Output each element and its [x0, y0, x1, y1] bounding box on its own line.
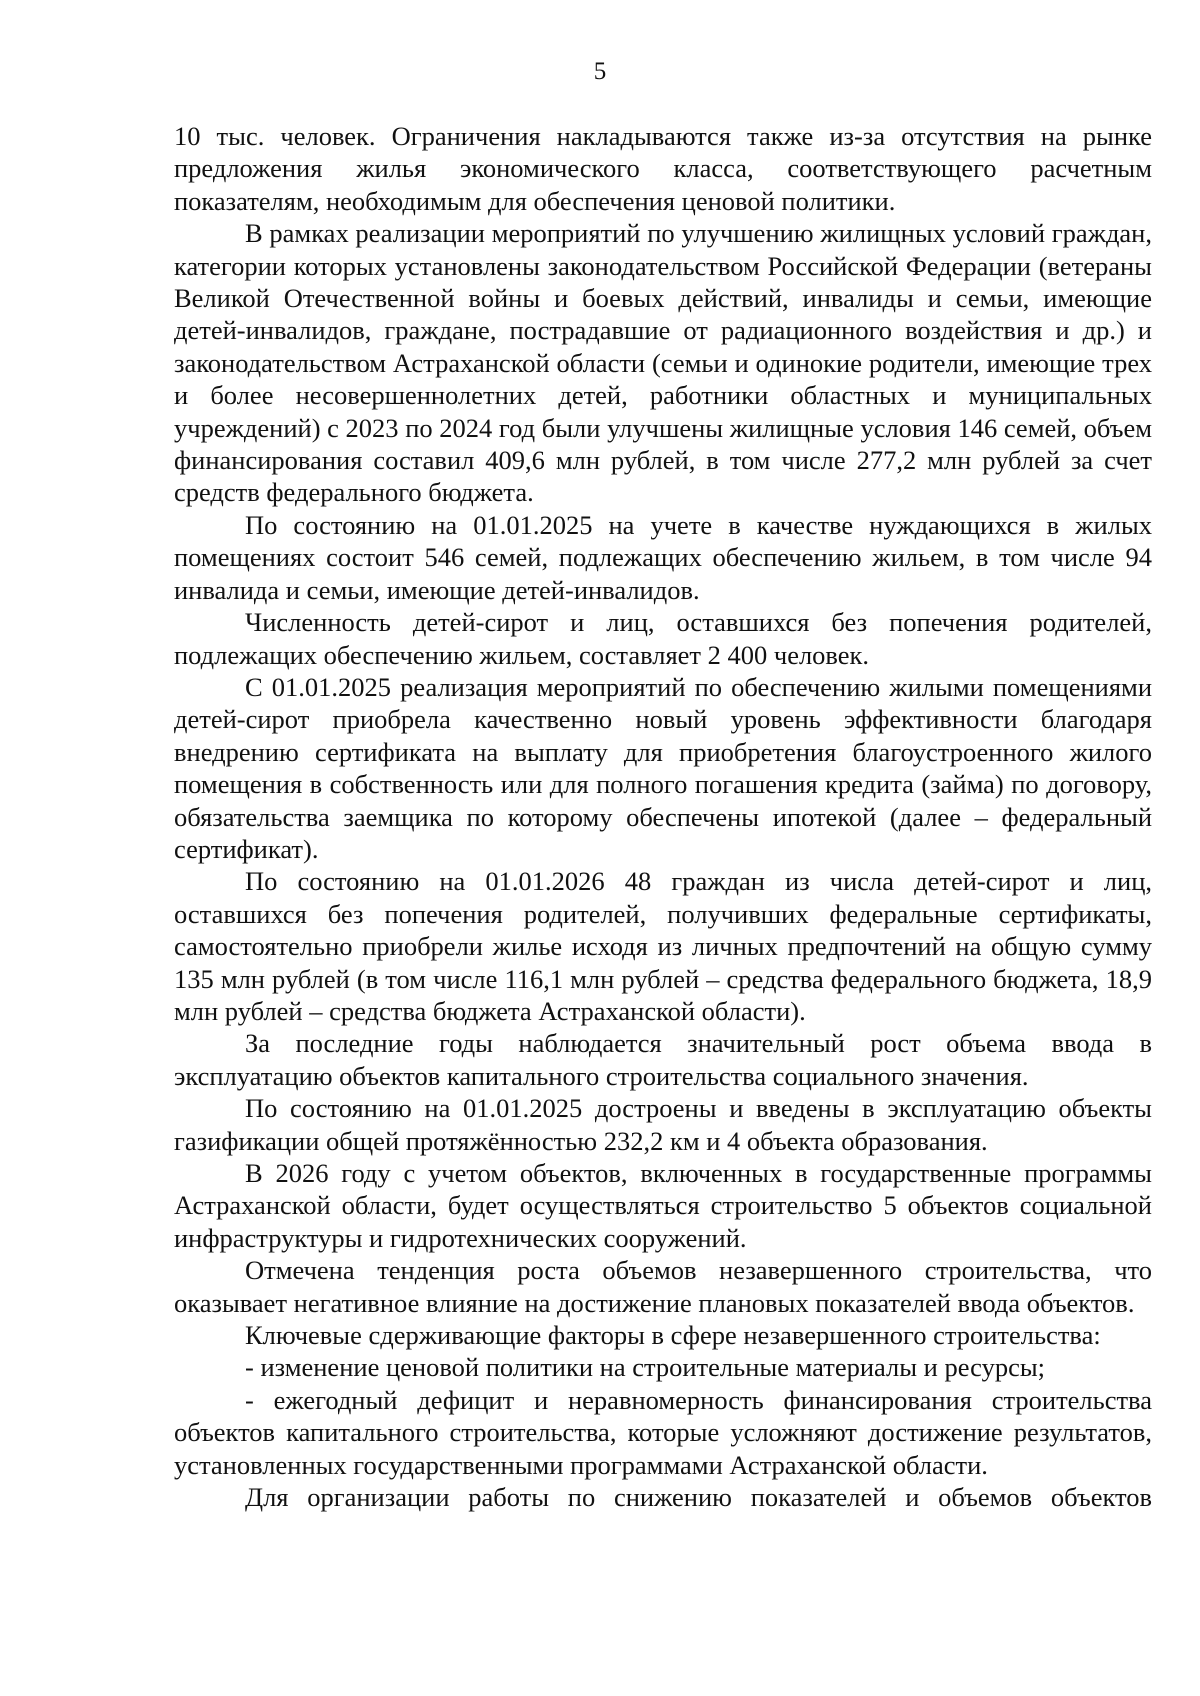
paragraph: Численность детей-сирот и лиц, оставшихся без попечения родителей, подлежащих обеспечению жильем, составляет 2 400 человек. [174, 607, 1152, 670]
paragraph: 10 тыс. человек. Ограничения накладываются также из-за отсутствия на рынке предложения жилья экономического класса, соответствующего расчетным показателям, необходимым для обеспечения ценовой политики. [174, 121, 1152, 216]
paragraph: Отмечена тенденция роста объемов незавершенного строительства, что оказывает негативное влияние на достижение плановых показателей ввода объектов. [174, 1255, 1152, 1318]
body-text [174, 120, 1152, 1513]
paragraph: Ключевые сдерживающие факторы в сфере незавершенного строительства: [245, 1320, 1101, 1351]
paragraph: Для организации работы по снижению показателей и объемов объектов [245, 1482, 1152, 1513]
paragraph: С 01.01.2025 реализация мероприятий по обеспечению жилыми помещениями детей-сирот приобрела качественно новый уровень эффективности благодаря внедрению сертификата на выплату для приобретения благоустроенного жилого помещения в собственность или для полного погашения кредита (займа) по договору, обязательства заемщика по которому обеспечены ипотекой (далее – федеральный сертификат). [174, 671, 1152, 864]
paragraph: По состоянию на 01.01.2026 48 граждан из числа детей-сирот и лиц, оставшихся без попечения родителей, получивших федеральные сертификаты, самостоятельно приобрели жилье исходя из личных предпочтений на общую сумму 135 млн рублей (в том числе 116,1 млн рублей – средства федерального бюджета, 18,9 млн рублей – средства бюджета Астраханской области). [174, 866, 1152, 1026]
list-item: - ежегодный дефицит и неравномерность финансирования строительства объектов капитального строительства, которые усложняют достижение результатов, установленных государственными программами Астраханской области. [174, 1384, 1152, 1480]
list-item: - изменение ценовой политики на строительные материалы и ресурсы; [245, 1352, 1045, 1383]
paragraph: В рамках реализации мероприятий по улучшению жилищных условий граждан, категории которых установлены законодательством Российской Федерации (ветераны Великой Отечественной войны и боевых действий, инвалиды и семьи, имеющие детей-инвалидов, граждане, пострадавшие от радиационного воздействия и др.) и законодательством Астраханской области (семьи и одинокие родители, имеющие трех и более несовершеннолетних детей, работники областных и муниципальных учреждений) с 2023 по 2024 год были улучшены жилищные условия 146 семей, объем финансирования составил 409,6 млн рублей, в том числе 277,2 млн рублей за счет средств федерального бюджета. [174, 218, 1152, 508]
paragraph: За последние годы наблюдается значительный рост объема ввода в эксплуатацию объектов капитального строительства социального значения. [174, 1028, 1152, 1091]
paragraph: По состоянию на 01.01.2025 достроены и введены в эксплуатацию объекты газификации общей протяжённостью 232,2 км и 4 объекта образования. [174, 1093, 1152, 1156]
paragraph: В 2026 году с учетом объектов, включенных в государственные программы Астраханской области, будет осуществляться строительство 5 объектов социальной инфраструктуры и гидротехнических сооружений. [174, 1158, 1152, 1253]
paragraph: По состоянию на 01.01.2025 на учете в качестве нуждающихся в жилых помещениях состоит 546 семей, подлежащих обеспечению жильем, в том числе 94 инвалида и семьи, имеющие детей-инвалидов. [174, 509, 1152, 605]
page-number: 5 [593, 58, 607, 85]
